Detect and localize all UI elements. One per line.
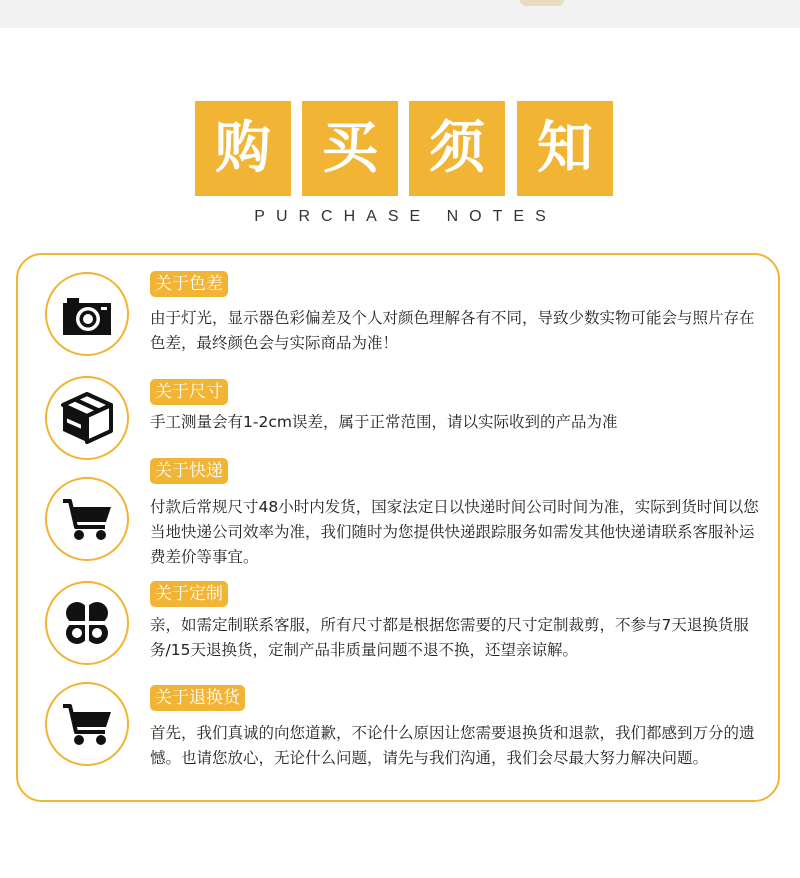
notes-card: [16, 253, 780, 802]
cart-icon: [45, 477, 129, 561]
section-label: 关于色差: [150, 271, 228, 297]
section-text: 由于灯光，显示器色彩偏差及个人对颜色理解各有不同，导致少数实物可能会与照片存在色差，最终颜色会与实际商品为准！: [150, 309, 755, 352]
section-text: 亲，如需定制联系客服，所有尺寸都是根据您需要的尺寸定制裁剪，不参与7天退换货服务/15天退换货，定制产品非质量问题不退不换，还望亲谅解。: [150, 616, 749, 659]
box-icon: [45, 376, 129, 460]
section-text: 首先，我们真诚的向您道歉，不论什么原因让您需要退换货和退款，我们都感到万分的遗憾。也请您放心，无论什么问题，请先与我们沟通，我们会尽最大努力解决问题。: [150, 724, 755, 767]
title-char-2: 买: [302, 101, 398, 196]
section-label: 关于退换货: [150, 685, 245, 711]
camera-icon: [45, 272, 129, 356]
title-char-3: 须: [409, 101, 505, 196]
title-char-1: 购: [195, 101, 291, 196]
section-label: 关于快递: [150, 458, 228, 484]
cart-return-icon: [45, 682, 129, 766]
top-band: [0, 0, 800, 28]
section-text: 手工测量会有1-2cm误差，属于正常范围，请以实际收到的产品为准: [150, 413, 618, 431]
clover-icon: [45, 581, 129, 665]
section-text: 付款后常规尺寸48小时内发货，国家法定日以快递时间公司时间为准，实际到货时间以您当地快递公司效率为准，我们随时为您提供快递跟踪服务如需发其他快递请联系客服补运费差价等事宜。: [150, 498, 759, 566]
title-char-4: 知: [517, 101, 613, 196]
page-subtitle: PURCHASE NOTES: [254, 208, 557, 225]
section-label: 关于尺寸: [150, 379, 228, 405]
page-title: [195, 101, 613, 196]
section-label: 关于定制: [150, 581, 228, 607]
top-decoration: [520, 0, 564, 6]
